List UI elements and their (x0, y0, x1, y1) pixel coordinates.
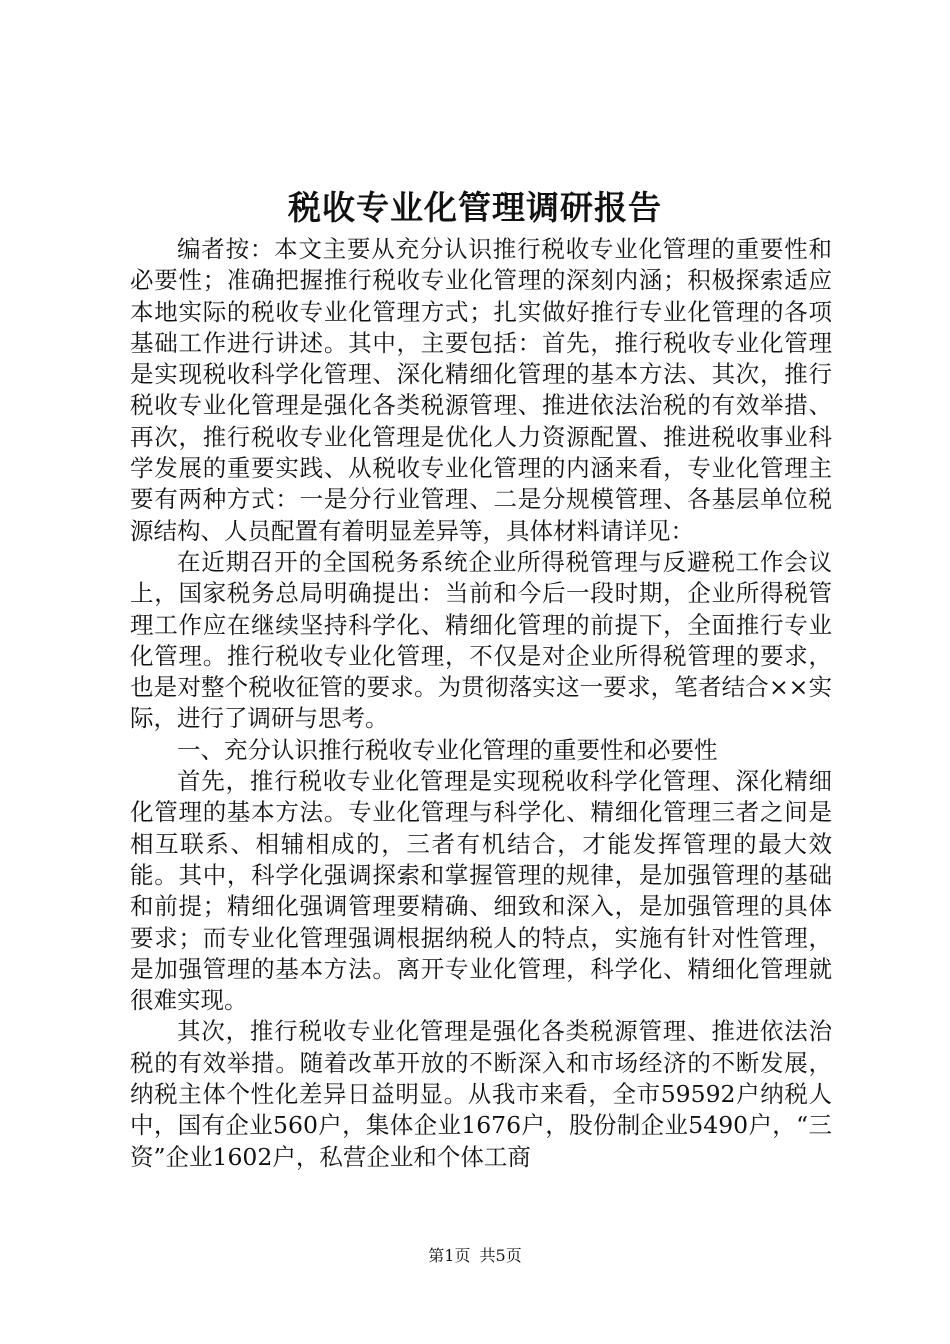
document-body (130, 234, 832, 1173)
section-heading: 一、充分认识推行税收专业化管理的重要性和必要性 (177, 735, 718, 764)
second-point-paragraph: 其次，推行税收专业化管理是强化各类税源管理、推进依法治税的有效举措。随着改革开放的不断深入和市场经济的不断发展，纳税主体个性化差异日益明显。从我市来看，全市59592户纳税人中，国有企业560户，集体企业1676户，股份制企业5490户，“三资”企业1602户，私营企业和个体工商 (130, 1017, 832, 1171)
editor-note-paragraph: 编者按：本文主要从充分认识推行税收专业化管理的重要性和必要性；准确把握推行税收专业化管理的深刻内涵；积极探索适应本地实际的税收专业化管理方式；扎实做好推行专业化管理的各项基础工作进行讲述。其中，主要包括：首先，推行税收专业化管理是实现税收科学化管理、深化精细化管理的基本方法、其次，推行税收专业化管理是强化各类税源管理、推进依法治税的有效举措、再次，推行税收专业化管理是优化人力资源配置、推进税收事业科学发展的重要实践、从税收专业化管理的内涵来看，专业化管理主要有两种方式：一是分行业管理、二是分规模管理、各基层单位税源结构、人员配置有着明显差异等，具体材料请详见： (130, 235, 832, 545)
page-total: 共5页 (479, 1246, 522, 1265)
intro-paragraph: 在近期召开的全国税务系统企业所得税管理与反避税工作会议上，国家税务总局明确提出：当前和今后一段时期，企业所得税管理工作应在继续坚持科学化、精细化管理的前提下，全面推行专业化管理。推行税收专业化管理，不仅是对企业所得税管理的要求，也是对整个税收征管的要求。为贯彻落实这一要求，笔者结合××实际，进行了调研与思考。 (130, 547, 832, 733)
page-number: 第1页 (428, 1246, 471, 1265)
first-point-paragraph: 首先，推行税收专业化管理是实现税收科学化管理、深化精细化管理的基本方法。专业化管理与科学化、精细化管理三者之间是相互联系、相辅相成的，三者有机结合，才能发挥管理的最大效能。其中，科学化强调探索和掌握管理的规律，是加强管理的基础和前提；精细化强调管理要精确、细致和深入，是加强管理的具体要求；而专业化管理强调根据纳税人的特点，实施有针对性管理，是加强管理的基本方法。离开专业化管理，科学化、精细化管理就很难实现。 (130, 767, 832, 1015)
page-footer (0, 1246, 950, 1266)
document-title: 税收专业化管理调研报告 (288, 188, 662, 227)
